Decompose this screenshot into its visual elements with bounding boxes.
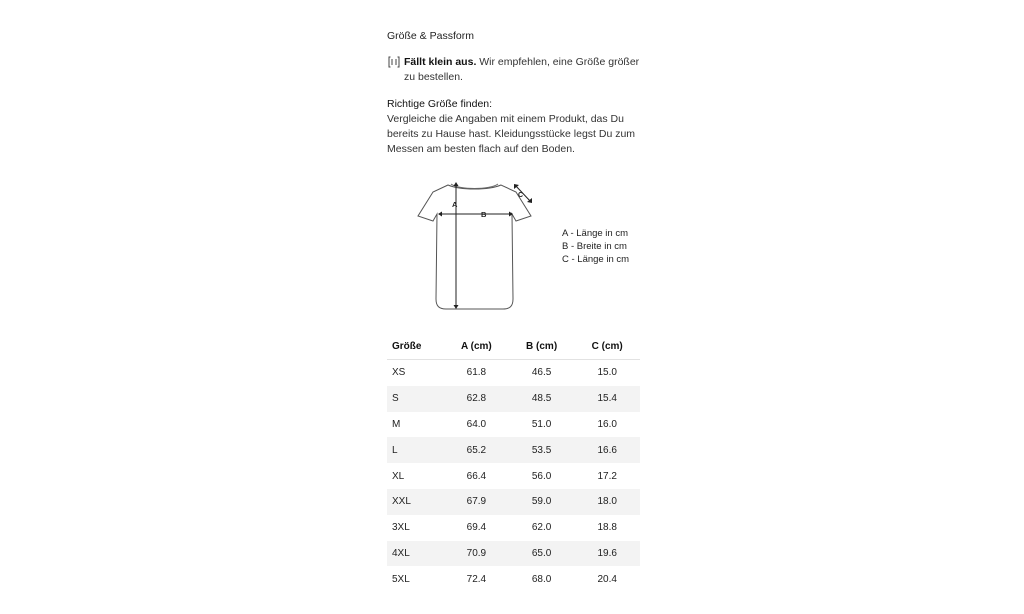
cell-c: 16.0 bbox=[597, 418, 617, 430]
tshirt-measurement-diagram bbox=[411, 174, 551, 314]
cell-a: 70.9 bbox=[444, 541, 509, 567]
legend-b: B - Breite in cm bbox=[562, 241, 627, 252]
cell-a: 67.9 bbox=[444, 489, 509, 515]
fit-note-bold: Fällt klein aus. bbox=[404, 56, 477, 68]
fit-note-text bbox=[387, 55, 640, 85]
cell-size: XS bbox=[392, 367, 406, 379]
cell-c: 20.4 bbox=[597, 573, 617, 585]
size-table-header bbox=[387, 334, 640, 360]
cell-size: M bbox=[392, 418, 401, 430]
tshirt-outline bbox=[418, 185, 531, 309]
cell-c: 16.6 bbox=[574, 437, 640, 463]
cell-size: L bbox=[387, 437, 444, 463]
cell-b: 65.0 bbox=[509, 541, 575, 567]
header-size: Größe bbox=[387, 334, 444, 360]
measure-a-arrow-top bbox=[454, 182, 459, 186]
cell-a: 62.8 bbox=[444, 386, 509, 412]
cell-a: 72.4 bbox=[466, 573, 487, 585]
header-a: A (cm) bbox=[444, 334, 509, 360]
cell-b: 53.5 bbox=[509, 437, 575, 463]
guide-heading: Richtige Größe finden: bbox=[387, 98, 493, 110]
cell-c: 18.8 bbox=[597, 522, 617, 534]
cell-a: 65.2 bbox=[444, 437, 509, 463]
measure-a-label: A bbox=[452, 200, 458, 209]
cell-c: 18.0 bbox=[574, 489, 640, 515]
measure-b-label: B bbox=[481, 210, 487, 219]
cell-b: 56.0 bbox=[531, 470, 552, 482]
cell-a: 69.4 bbox=[466, 522, 487, 534]
header-b: B (cm) bbox=[509, 334, 575, 360]
cell-b: 51.0 bbox=[531, 418, 552, 430]
section-title: Größe & Passform bbox=[387, 30, 474, 42]
fit-hint-icon bbox=[388, 56, 400, 68]
table-row bbox=[387, 386, 640, 412]
cell-size: XL bbox=[392, 470, 405, 482]
cell-size: S bbox=[387, 386, 444, 412]
cell-c: 17.2 bbox=[597, 470, 617, 482]
cell-b: 59.0 bbox=[509, 489, 575, 515]
table-row bbox=[387, 463, 640, 489]
cell-c: 15.0 bbox=[597, 367, 617, 379]
header-c: C (cm) bbox=[574, 334, 640, 360]
table-row bbox=[387, 489, 640, 515]
table-row bbox=[387, 360, 640, 386]
table-row bbox=[387, 437, 640, 463]
fit-note-detail: Wir empfehlen, eine Größe größer zu bestellen. bbox=[404, 56, 640, 83]
cell-c: 15.4 bbox=[574, 386, 640, 412]
cell-size: 3XL bbox=[392, 522, 410, 534]
legend-a: A - Länge in cm bbox=[562, 228, 629, 239]
size-table bbox=[387, 334, 640, 592]
cell-b: 62.0 bbox=[531, 522, 552, 534]
cell-size: 4XL bbox=[387, 541, 444, 567]
legend-c: C - Länge in cm bbox=[562, 254, 630, 265]
cell-a: 66.4 bbox=[466, 470, 487, 482]
cell-b: 48.5 bbox=[509, 386, 575, 412]
fit-note bbox=[387, 55, 640, 85]
measure-c-label: C bbox=[518, 192, 524, 199]
table-row bbox=[387, 566, 640, 592]
table-row bbox=[387, 412, 640, 438]
table-row bbox=[387, 541, 640, 567]
cell-size: XXL bbox=[387, 489, 444, 515]
table-row bbox=[387, 515, 640, 541]
measurement-legend bbox=[562, 227, 629, 266]
cell-a: 64.0 bbox=[466, 418, 487, 430]
cell-b: 46.5 bbox=[531, 367, 552, 379]
cell-b: 68.0 bbox=[531, 573, 552, 585]
guide-text: Vergleiche die Angaben mit einem Produkt, das Du bereits zu Hause hast. Kleidungsstücke legst Du zum Messen am besten flach auf den Boden. bbox=[387, 113, 636, 155]
cell-a: 61.8 bbox=[466, 367, 487, 379]
cell-size: 5XL bbox=[392, 573, 410, 585]
cell-c: 19.6 bbox=[574, 541, 640, 567]
